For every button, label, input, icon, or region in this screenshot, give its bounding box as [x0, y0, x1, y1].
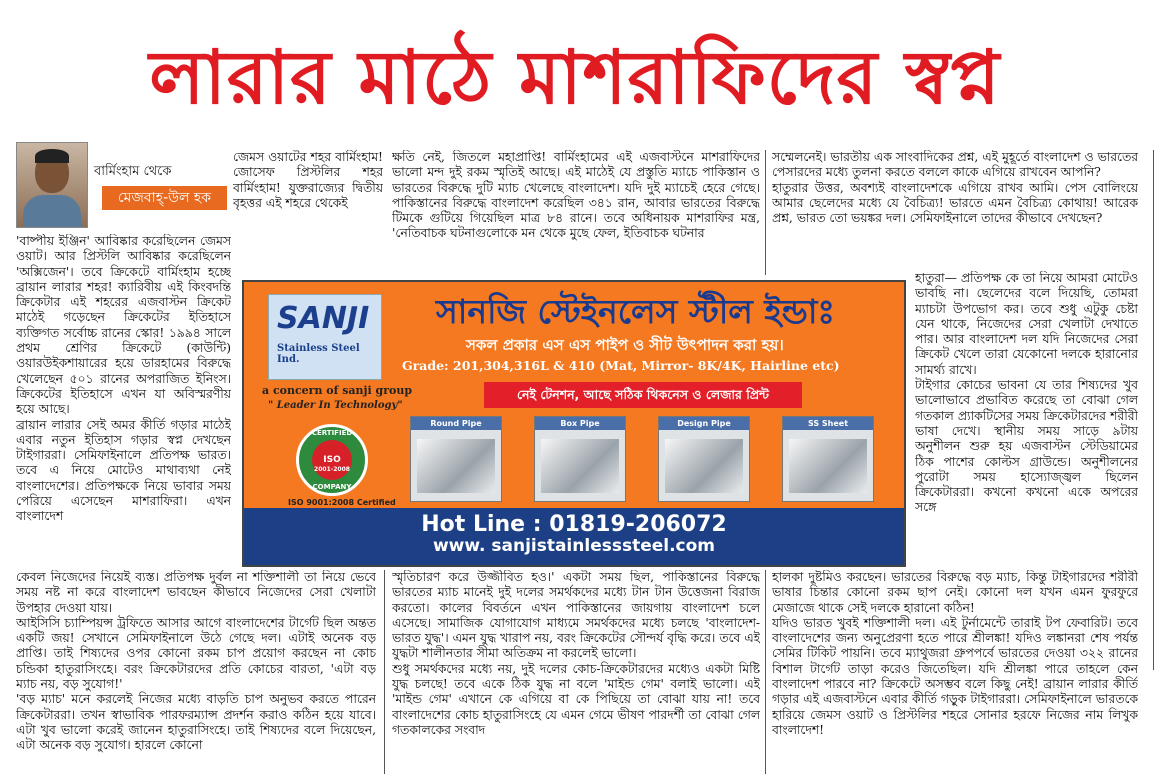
byline	[16, 140, 231, 230]
ad-logo-name: SANJI	[277, 301, 370, 336]
paragraph: ব্রায়ান লারার সেই অমর কীর্তি গড়ার মাঠেই এবার নতুন ইতিহাস গড়ার স্বপ্ন দেখছেন টাইগাররা। সেমিফাইনালে প্রতিপক্ষ ভারত। তবে এ নিয়ে মোটেও মাথাব্যথা নেই বাংলাদেশের। প্রতিপক্ষকে নিয়ে ভাবার সময় পেরিয়ে এসেছেন মাশরাফিরা। এখন বাংলাদেশ	[16, 417, 231, 524]
paragraph: 'বড় ম্যাচ' মনে করলেই নিজের মধ্যে বাড়তি চাপ অনুভব করতে পারেন ক্রিকেটাররা। তখন স্বাভাবিক পারফরম্যান্স প্রদর্শন করাও কঠিন হয়ে যাবে। এটা খুব ভালো করেই জানেন হাতুরাসিংহে। তাই শিষ্যদের বলে দিয়েছেন, এটা অনেক বড় সুযোগ। হারলে কোনো	[16, 692, 376, 753]
product-title: Box Pipe	[535, 417, 625, 430]
column-3-bottom	[392, 570, 760, 774]
box-pipe-icon	[541, 439, 619, 493]
column-4-top	[772, 150, 1138, 270]
ad-logo-sub: Stainless Steel Ind.	[277, 343, 360, 365]
paragraph: হাতুরা— প্রতিপক্ষ কে তা নিয়ে আমরা মোটেও ভাবছি না। ছেলেদের বলে দিয়েছি, তোমরা ম্যাচটা উপভোগ কর। তবে শুধু এটুকু চেষ্টা যেন থাকে, নিজেদের সেরা খেলাটা দেখাতে পার। আর বাংলাদেশ দল যদি নিজেদের সেরা ক্রিকেট খেলে তারা যেকোনো দলকে হারানোর সামর্থ্য রাখে।	[915, 271, 1138, 377]
column-divider	[384, 570, 385, 774]
byline-author: মেজবাহ্-উল হক	[102, 186, 227, 210]
column-1-top	[16, 234, 231, 567]
product-round-pipe	[410, 416, 502, 502]
iso-year: 2001-2008	[314, 466, 350, 473]
ad-slogan: " Leader In Technology"	[268, 400, 403, 411]
sheet-icon	[789, 439, 867, 493]
ad-logo	[268, 294, 382, 380]
paragraph: শুধু সমর্থকদের মধ্যে নয়, দুই দলের কোচ-ক্রিকেটারদের মধ্যেও একটা মিষ্টি যুদ্ধ চলছে! তবে একে ঠিক যুদ্ধ না বলে 'মাইন্ড গেম' বলাই ভালো। এই 'মাইন্ড গেম' এখানে কে এগিয়ে বা কে পিছিয়ে তা বোঝা যায় না! তবে বাংলাদেশের কোচ হাতুরাসিংহে যে এমন গেমে ভীষণ পারদর্শী তা বোঝা গেল গতকালকের সংবাদ	[392, 661, 760, 737]
ad-grade: Grade: 201,304,316L & 410 (Mat, Mirror- 8K/4K, Hairline etc)	[402, 358, 840, 373]
byline-place: বার্মিংহাম থেকে	[94, 164, 172, 179]
column-2-top	[233, 150, 383, 275]
ad-ribbon: নেই টেনশন, আছে সঠিক থিকনেস ও লেজার প্রিন্ট	[484, 382, 802, 408]
column-4-bottom	[772, 570, 1138, 774]
paragraph: হালকা দুষ্টমিও করছেন। ভারতের বিরুদ্ধে বড় ম্যাচ, কিন্তু টাইগারদের শরীরী ভাষার চিন্তার কোনো রকম ছাপ নেই। কোনো দল যখন এমন ফুরফুরে মেজাজে থাকে সেই দলকে হারানো কঠিন!	[772, 570, 1138, 615]
author-photo	[16, 142, 88, 228]
paragraph: টাইগার কোচের ভাবনা যে তার শিষ্যদের খুব ভালোভাবে প্রভাবিত করেছে তা বোঝা গেল গতকাল প্র্যাকটিসের সময় ক্রিকেটারদের শরীরী ভাষা দেখে। স্থানীয় সময় সাড়ে ৯টায় অনুশীলন শুরু হয় এজবাস্টন স্টেডিয়ামের ঠিক পাশের কোল্টস গ্রাউন্ডে। অনুশীলনের পুরোটা সময় হাস্যোজ্জ্বল ছিলেন ক্রিকেটাররা। কখনো কখনো একে অপরের সঙ্গে	[915, 378, 1138, 515]
paragraph: সম্মেলনেই। ভারতীয় এক সাংবাদিকের প্রশ্ন, এই মুহূর্তে বাংলাদেশ ও ভারতের পেসারদের মধ্যে তুলনা করতে বললে কাকে এগিয়ে রাখবেন আপনি?	[772, 150, 1138, 180]
ad-tagline: সকল প্রকার এস এস পাইপ ও সীট উৎপাদন করা হয়।	[466, 336, 784, 354]
paragraph: হাতুরার উত্তর, অবশ্যই বাংলাদেশকে এগিয়ে রাখব আমি। পেস বোলিংয়ে আমার ছেলেদের মধ্যে যে বৈচিত্র্য! ভারতে এমন বৈচিত্র্য কোথায়! আরেক প্রশ্ন, ভারত তো ভয়ঙ্কর দল। সেমিফাইনালে তাদের কীভাবে দেখছেন?	[772, 180, 1138, 226]
pipe-icon	[417, 439, 495, 493]
paragraph: কেবল নিজেদের নিয়েই ব্যস্ত। প্রতিপক্ষ দুর্বল না শক্তিশালী তা নিয়ে ভেবে সময় নষ্ট না করে বাংলাদেশ ভাবছেন কীভাবে নিজেদের সেরা খেলাটা উপহার দেওয়া যায়।	[16, 570, 376, 615]
column-1-bottom	[16, 570, 376, 774]
iso-badge-icon	[296, 424, 368, 496]
paragraph: আইসিসি চ্যাম্পিয়ন্স ট্রফিতে আসার আগে বাংলাদেশের টার্গেট ছিল অন্তত একটি জয়! সেখানে সেমিফাইনালে উঠে গেছে দল। এটাই অনেক বড় প্রাপ্তি। তাই শিষ্যদের ওপর কোনো রকম চাপ প্রয়োগ করছেন না কোচ চন্ডিকা হাতুরাসিংহে। বরং ক্রিকেটারদের প্রতি কোচের বারতা, 'এটা বড় ম্যাচ নয়, বড় সুযোগ!'	[16, 615, 376, 692]
product-box-pipe	[534, 416, 626, 502]
product-title: Round Pipe	[411, 417, 501, 430]
paragraph: জেমস ওয়াটের শহর বার্মিংহাম! জোসেফ প্রিস্টলির শহর বার্মিংহাম! যুক্তরাজ্যের দ্বিতীয় বৃহত্তর এই শহরে থেকেই	[233, 150, 383, 210]
column-3-top	[392, 150, 760, 275]
product-design-pipe	[658, 416, 750, 502]
iso-label: ISO	[323, 455, 341, 465]
iso-center	[312, 440, 352, 480]
paragraph: ক্ষতি নেই, জিতলে মহাপ্রাপ্তি! বার্মিংহামের এই এজবাস্টনে মাশরাফিদের ভালো মন্দ দুই রকম স্মৃতিই আছে। এই মাঠেই যে প্রস্তুতি ম্যাচে পাকিস্তান ও ভারতের বিরুদ্ধে দুটি ম্যাচ খেলেছে বাংলাদেশ। যদি দুই ম্যাচেই হেরে গেছে। পাকিস্তানের বিরুদ্ধে বাংলাদেশ করেছিল ৩৪১ রান, আবার ভারতের বিরুদ্ধে টিমকে গুটিয়ে গিয়েছিল মাত্র ৮৪ রানে। তবে অধিনায়ক মাশরাফির মন্ত্র, 'নেতিবাচক ঘটনাগুলোকে মন থেকে মুছে ফেল, ইতিবাচক ঘটনার	[392, 150, 760, 241]
ad-concern: a concern of sanji group	[262, 384, 413, 397]
design-pipe-icon	[665, 439, 743, 493]
iso-ring-bottom: COMPANY	[312, 483, 352, 491]
product-title: Design Pipe	[659, 417, 749, 430]
headline: লারার মাঠে মাশরাফিদের স্বপ্ন	[149, 35, 1001, 121]
ad-hotline[interactable]: Hot Line : 01819-206072	[421, 512, 727, 537]
ad-brand-name: সানজি স্টেইনলেস স্টীল ইন্ডাঃ	[436, 292, 836, 331]
iso-ring-top: CERTIFIED	[311, 429, 353, 437]
column-4-mid	[915, 271, 1138, 567]
product-ss-sheet	[782, 416, 874, 502]
product-title: SS Sheet	[783, 417, 873, 430]
advertisement[interactable]	[242, 280, 906, 567]
paragraph: যদিও ভারত খুবই শক্তিশালী দল। এই টুর্নামেন্টে তারাই টপ ফেবারিট। তবে বাংলাদেশের জন্য অনুপ্রেরণা হতে পারে শ্রীলঙ্কা! যদিও লঙ্কানরা শেষ পর্যন্ত সেমির টিকিট পায়নি। তবে ম্যাথুজরা গ্রুপপর্বে ভারতের দেওয়া ৩২২ রানের বিশাল টার্গেট তাড়া করেও জিতেছিল। যদি শ্রীলঙ্কা পারে তাহলে কেন বাংলাদেশ পারবে না? ক্রিকেটে অসম্ভব বলে কিছু নেই! ব্রায়ান লারার কীর্তি গড়ার এই এজবাস্টনে এবার কীর্তি গড়ুক টাইগাররা। সেমিফাইনালে ভারতকে হারিয়ে জেমস ওয়াট ও প্রিস্টলির শহরে সোনার হরফে নিজের নাম লিখুক বাংলাদেশ!	[772, 615, 1138, 737]
column-divider	[1153, 150, 1154, 670]
column-divider	[765, 570, 766, 774]
ad-certification: ISO 9001:2008 Certified	[288, 498, 396, 507]
column-divider	[765, 150, 766, 275]
paragraph: 'বাষ্পীয় ইঞ্জিন' আবিষ্কার করেছিলেন জেমস ওয়াট। আর প্রিস্টলি আবিষ্কার করেছিলেন 'অক্সিজেন'। তবে ক্রিকেটে বার্মিংহাম হচ্ছে ব্রায়ান লারার শহর! ক্যারিবীয় এই কিংবদন্তি ক্রিকেটার এই শহরের এজবাস্টন ক্রিকেট মাঠেই গড়েছেন ক্রিকেটের ইতিহাসে ব্যক্তিগত সর্বোচ্চ রানের স্কোর! ১৯৯৪ সালে প্রথম শ্রেণির ক্রিকেটে (কাউন্টি) ওয়ারউইকশায়ারের হয়ে ডারহামের বিরুদ্ধে খেলেছেন ৫০১ রানের অপরাজিত ইনিংস। ক্রিকেটের ইতিহাসে এখন যা অবিস্মরণীয় হয়ে আছে।	[16, 234, 231, 417]
ad-website[interactable]: www. sanjistainlesssteel.com	[432, 536, 716, 556]
paragraph: স্মৃতিচারণ করে উজ্জীবিত হও।' একটা সময় ছিল, পাকিস্তানের বিরুদ্ধে ভারতের ম্যাচ মানেই দুই দলের সমর্থকদের মধ্যে টান টান উত্তেজনা বিরাজ করতো। কালের বিবর্তনে এখন পাকিস্তানের জায়গায় বাংলাদেশ চলে এসেছে। সামাজিক যোগাযোগ মাধ্যমে সমর্থকদের মধ্যে চলছে 'বাংলাদেশ-ভারত যুদ্ধ'। এমন যুদ্ধ খারাপ নয়, বরং ক্রিকেটের সৌন্দর্য বৃদ্ধি করে। তবে এই যুদ্ধটা শালীনতার সীমা অতিক্রম না করলেই ভালো।	[392, 570, 760, 661]
